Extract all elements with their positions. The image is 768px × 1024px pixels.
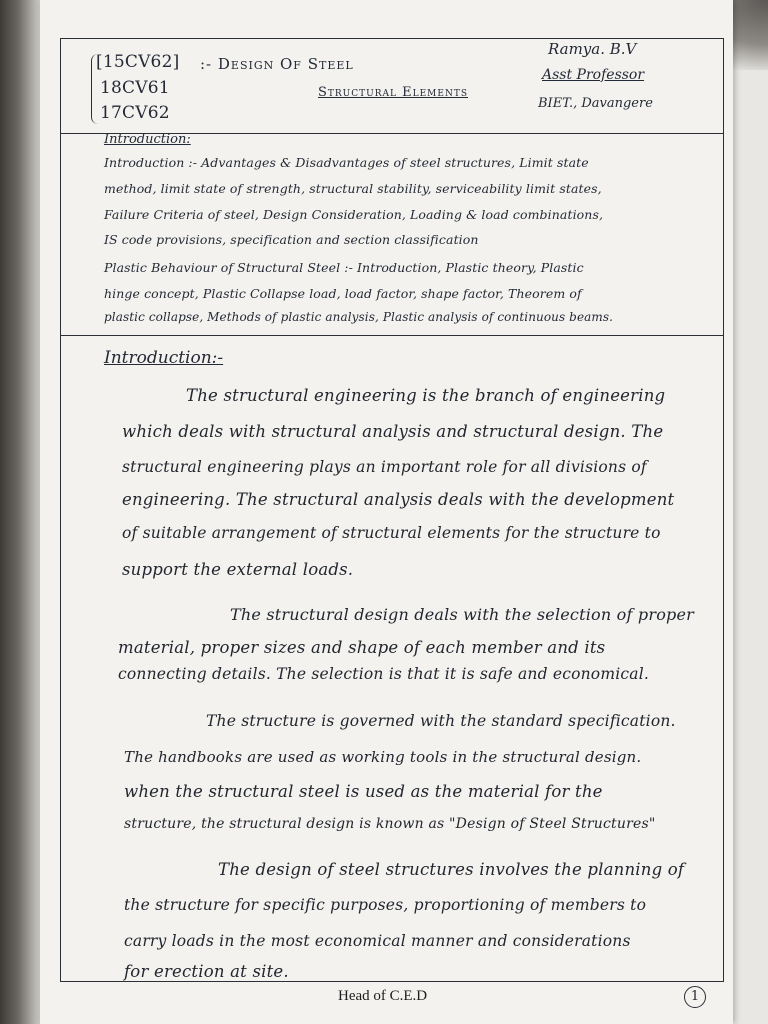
paragraph-1-line-1: The structural engineering is the branch of engineering (186, 386, 666, 405)
page-border (60, 38, 724, 982)
syllabus-line-6: hinge concept, Plastic Collapse load, load factor, shape factor, Theorem of (104, 286, 582, 301)
paragraph-2-line-1: The structural design deals with the selection of proper (230, 605, 694, 624)
syllabus-line-1: Introduction :- Advantages & Disadvantages of steel structures, Limit state (104, 155, 589, 170)
paragraph-4-line-4: for erection at site. (124, 962, 289, 981)
course-code-15cv62: 15CV62 (102, 52, 173, 72)
syllabus-line-2: method, limit state of strength, structural stability, serviceability limit states, (104, 181, 602, 196)
paragraph-3-line-1: The structure is governed with the standard specification. (206, 712, 676, 730)
page-edge-shadow (0, 0, 40, 1024)
paragraph-4-line-1: The design of steel structures involves the planning of (218, 860, 685, 879)
author-institute: BIET., Davangere (538, 96, 653, 111)
paragraph-1-line-5: of suitable arrangement of structural elements for the structure to (122, 524, 661, 542)
course-code-main: [15CV62] (96, 52, 180, 72)
section-heading: Introduction:- (104, 348, 224, 368)
paragraph-3-line-4: structure, the structural design is known as "Design of Steel Structures" (124, 816, 656, 832)
paragraph-2-line-2: material, proper sizes and shape of each member and its (118, 638, 606, 657)
paragraph-3-line-3: when the structural steel is used as the material for the (124, 782, 603, 801)
author-name: Ramya. B.V (548, 40, 637, 58)
course-code-3: 17CV62 (100, 103, 170, 123)
paragraph-1-line-3: structural engineering plays an important role for all divisions of (122, 458, 647, 476)
syllabus-line-5: Plastic Behaviour of Structural Steel :- Introduction, Plastic theory, Plastic (104, 260, 584, 275)
footer-signature-label: Head of C.E.D (338, 988, 428, 1004)
paragraph-2-line-3: connecting details. The selection is that it is safe and economical. (118, 665, 649, 683)
page-number: 1 (684, 986, 706, 1008)
paragraph-4-line-2: the structure for specific purposes, proportioning of members to (124, 896, 647, 914)
syllabus-line-3: Failure Criteria of steel, Design Consideration, Loading & load combinations, (104, 207, 604, 222)
paragraph-4-line-3: carry loads in the most economical manner and considerations (124, 932, 631, 950)
syllabus-divider (61, 335, 723, 336)
syllabus-line-7: plastic collapse, Methods of plastic analysis, Plastic analysis of continuous beams. (104, 310, 614, 324)
document-title-line1: :- Design Of Steel (200, 55, 354, 73)
paragraph-3-line-2: The handbooks are used as working tools in the structural design. (124, 748, 642, 766)
syllabus-line-4: IS code provisions, specification and section classification (104, 232, 479, 247)
course-code-2: 18CV61 (100, 78, 170, 98)
document-title-line2: Structural Elements (318, 85, 468, 100)
paragraph-1-line-2: which deals with structural analysis and structural design. The (122, 422, 664, 441)
author-role: Asst Professor (542, 67, 645, 83)
paragraph-1-line-4: engineering. The structural analysis deals with the development (122, 490, 675, 509)
intro-heading-small: Introduction: (104, 132, 191, 147)
paragraph-1-line-6: support the external loads. (122, 560, 354, 579)
